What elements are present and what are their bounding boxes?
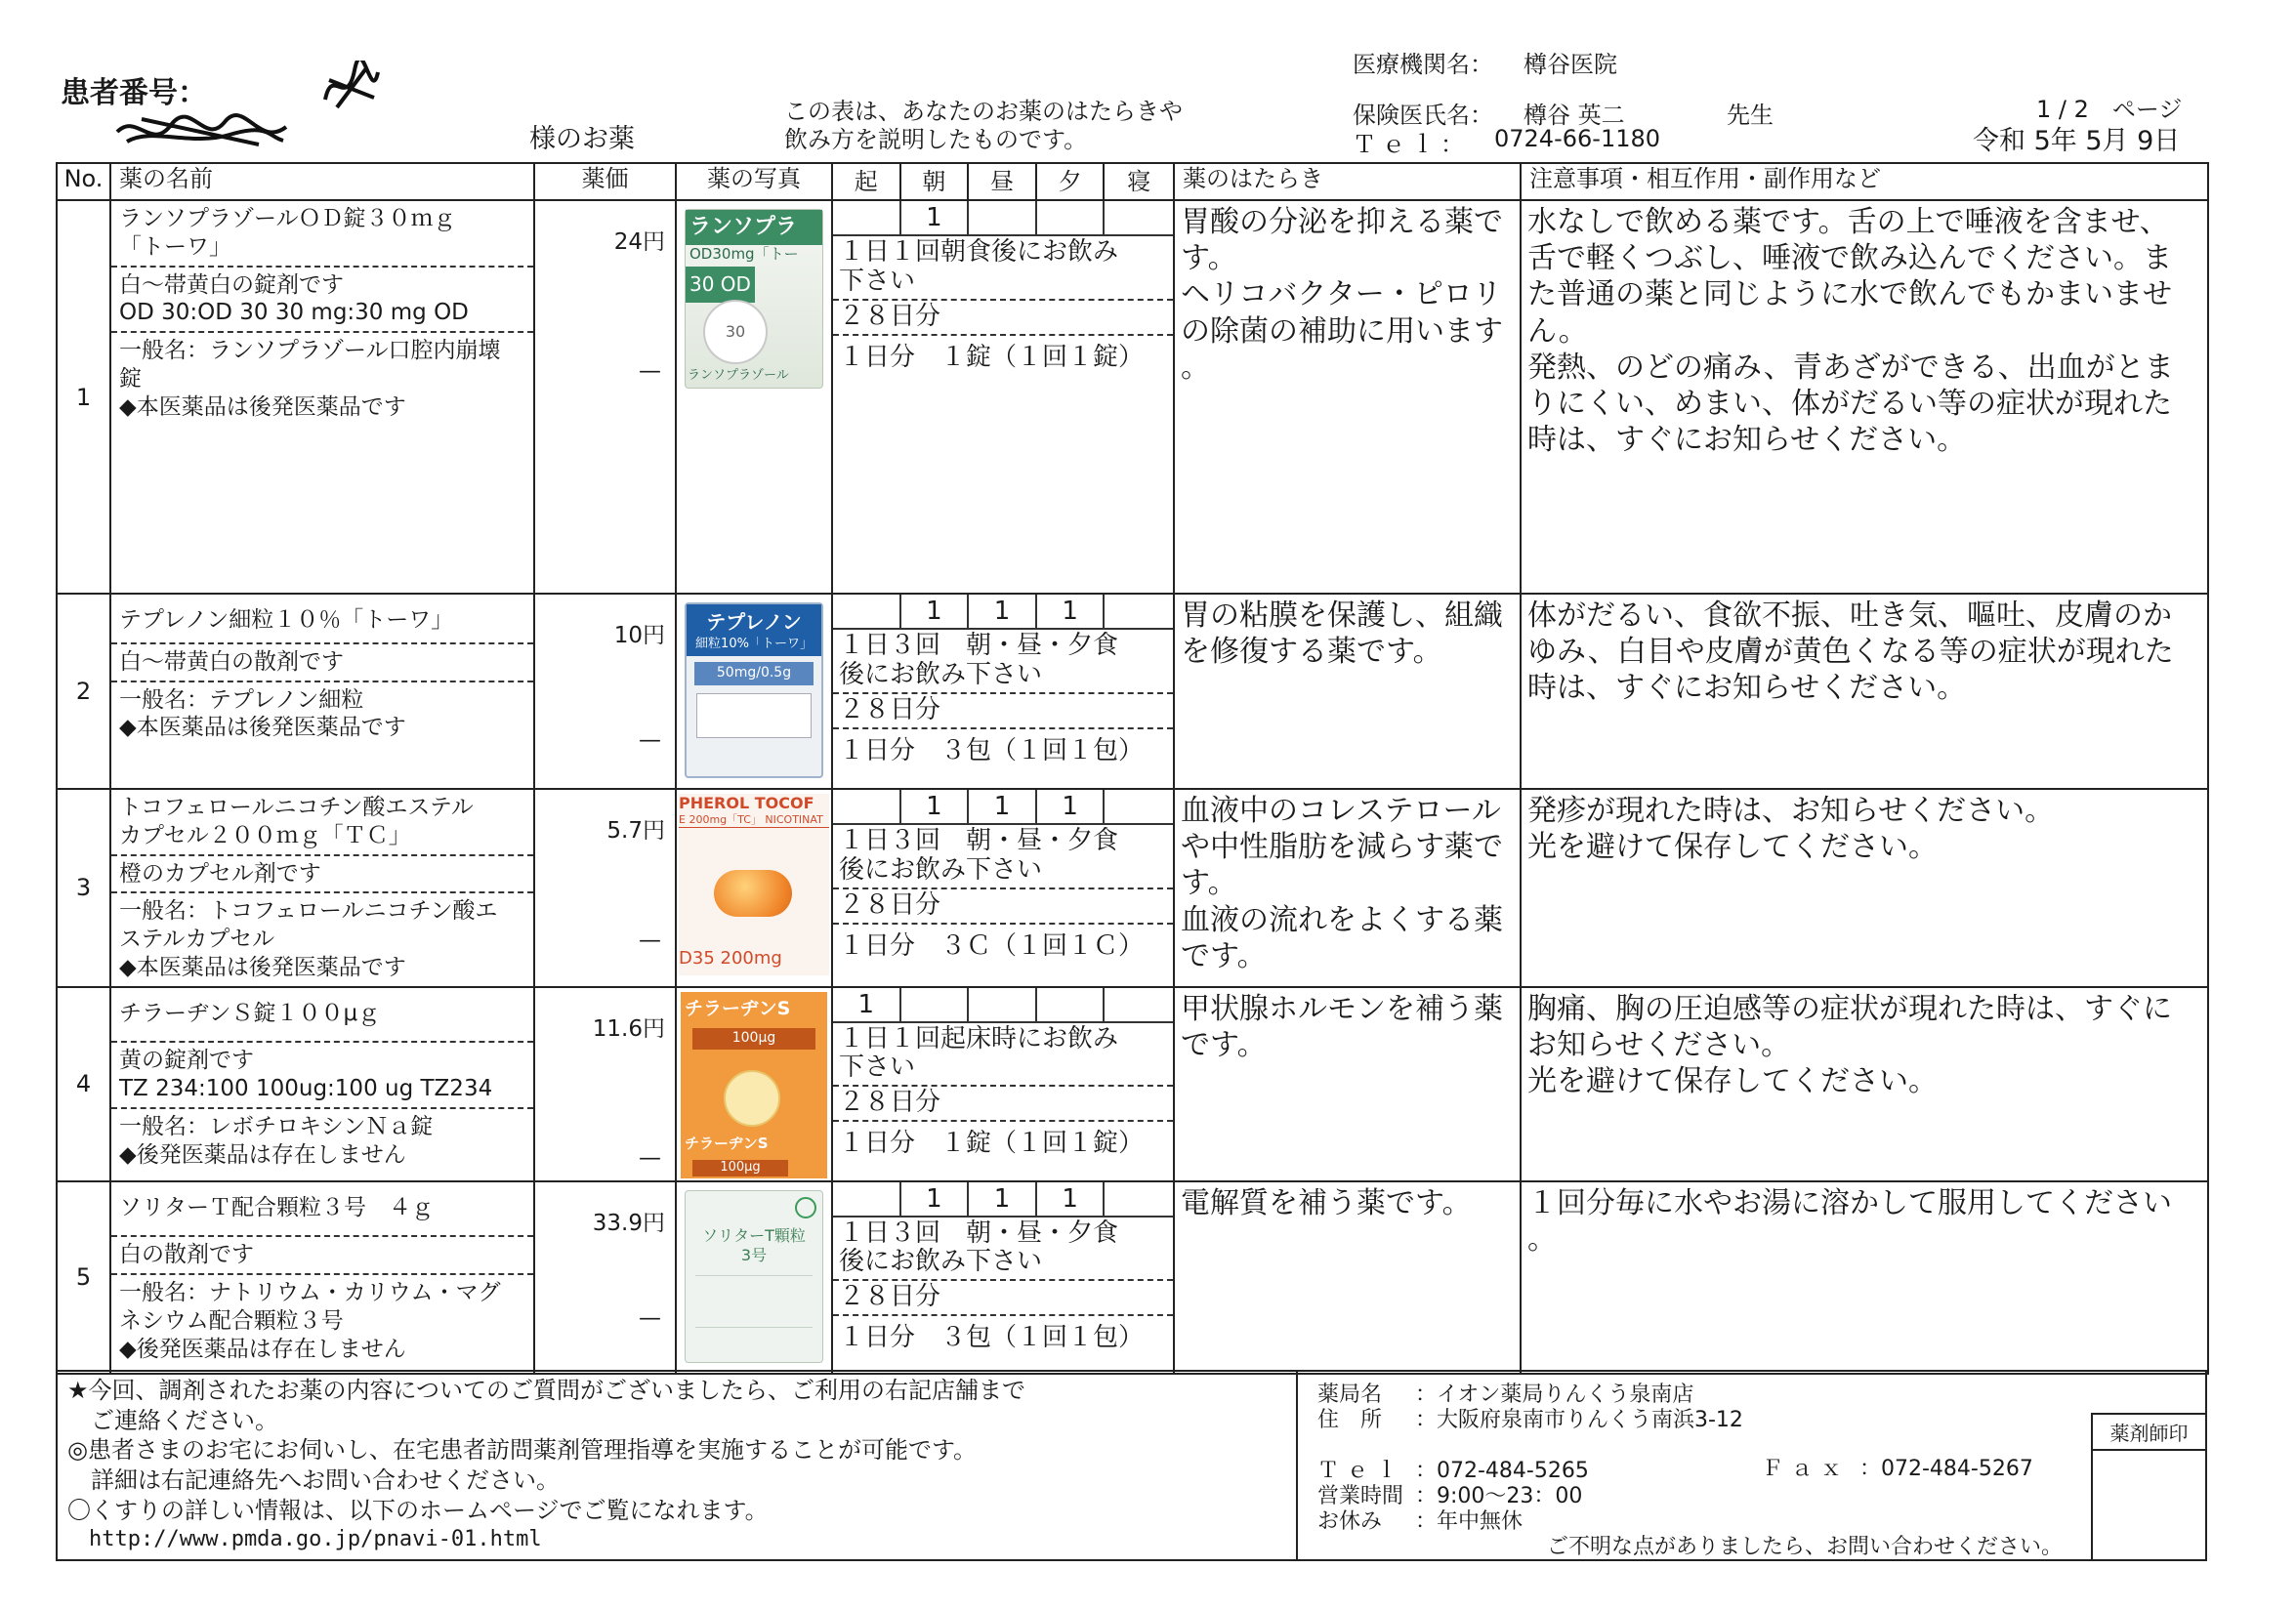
pharmacy-label: 薬局名 bbox=[1317, 1383, 1383, 1407]
row-number: 2 bbox=[57, 594, 110, 789]
notes-cell bbox=[1521, 789, 2208, 987]
action-cell bbox=[1174, 789, 1521, 987]
pharmacy-name: ：イオン薬局りんくう泉南店 bbox=[1415, 1383, 1694, 1407]
drug-name-cell bbox=[110, 789, 534, 987]
table-row bbox=[57, 789, 2208, 987]
drug-action: 胃酸の分泌を抑える薬で す。 ヘリコバクター・ピロリ の除菌の補助に用います 。 bbox=[1181, 205, 1503, 385]
drug-appearance: 橙のカプセル剤です bbox=[111, 856, 533, 894]
package-logo-icon bbox=[795, 1197, 816, 1218]
daily-amount: １日分 ３包（１回１包） bbox=[839, 735, 1145, 765]
dose-grid: 1 bbox=[833, 988, 1173, 1023]
redacted-scribble-icon bbox=[317, 61, 386, 119]
drug-price: 24円 bbox=[613, 229, 665, 255]
photo-cell bbox=[676, 1181, 832, 1374]
days-supply: ２８日分 bbox=[833, 1281, 1173, 1316]
footer-line: ★今回、調剤されたお薬の内容についてのご質問がございましたら、ご利用の右記店舗まで bbox=[67, 1377, 1026, 1404]
drug-name: トコフェロールニコチン酸エステル カプセル２００ｍｇ「ＴＣ」 bbox=[111, 790, 533, 856]
drug-generic: 一般名：テプレノン細粒 ◆本医薬品は後発医薬品です bbox=[119, 686, 406, 741]
institution-tel: 0724-66-1180 bbox=[1494, 125, 1661, 152]
dosage-cell bbox=[832, 987, 1174, 1181]
drug-name: ランソプラゾールＯＤ錠３０ｍｇ 「トーワ」 bbox=[111, 201, 533, 268]
daily-amount: １日分 １錠（１回１錠） bbox=[839, 1129, 1145, 1159]
drug-name-cell bbox=[110, 987, 534, 1181]
contact-note: ご不明な点がありましたら、お問い合わせください。 bbox=[1547, 1535, 2064, 1559]
footer bbox=[56, 1370, 2207, 1561]
drug-price: 33.9円 bbox=[592, 1210, 665, 1236]
drug-appearance: 白～帯黄白の錠剤です OD 30:OD 30 30 mg:30 mg OD bbox=[111, 268, 533, 334]
pharmacy-tel: ：072-484-5265 bbox=[1415, 1459, 1589, 1483]
pharmacy-address: ：大阪府泉南市りんくう南浜3-12 bbox=[1415, 1408, 1743, 1432]
drug-photo: PHEROL TOCOF E 200mg「TC」 NICOTINAT D35 200mg bbox=[677, 790, 831, 981]
drug-notes: 体がだるい、食欲不振、吐き気、嘔吐、皮膚のか ゆみ、白目や皮膚が黄色くなる等の症状が現れた 時は、すぐにお知らせください。 bbox=[1527, 599, 2174, 706]
table-row bbox=[57, 1181, 2208, 1374]
drug-notes: 発疹が現れた時は、お知らせください。 光を避けて保存してください。 bbox=[1527, 794, 2055, 865]
days-supply: ２８日分 bbox=[833, 889, 1173, 925]
drug-notes: １回分毎に水やお湯に溶かして服用してください 。 bbox=[1527, 1185, 2172, 1257]
generic-price: — bbox=[639, 358, 661, 384]
drug-appearance: 白～帯黄白の散剤です bbox=[111, 644, 533, 682]
drug-price: 10円 bbox=[613, 623, 665, 648]
footer-notice bbox=[58, 1372, 1298, 1559]
photo-cell bbox=[676, 987, 832, 1181]
tel-label: Ｔｅｌ： bbox=[1353, 131, 1470, 158]
doctor-label: 保険医氏名： bbox=[1353, 102, 1493, 129]
drug-name-cell bbox=[110, 200, 534, 594]
drug-name: チラーヂンＳ錠１００μｇ bbox=[111, 988, 533, 1044]
row-number: 4 bbox=[57, 987, 110, 1181]
photo-cell bbox=[676, 789, 832, 987]
notes-cell bbox=[1521, 987, 2208, 1181]
header-asa: 朝 bbox=[901, 164, 970, 199]
table-row bbox=[57, 200, 2208, 594]
footer-line: ◎患者さまのお宅にお伺いし、在宅患者訪問薬剤管理指導を実施することが可能です。 bbox=[67, 1436, 978, 1465]
notes-cell bbox=[1521, 1181, 2208, 1374]
daily-amount: １日分 ３Ｃ（１回１Ｃ） bbox=[839, 930, 1145, 961]
price-cell bbox=[534, 789, 676, 987]
address-label: 住 所 bbox=[1317, 1408, 1383, 1432]
pharmacy-info bbox=[1303, 1372, 2205, 1559]
dosage-cell bbox=[832, 1181, 1174, 1374]
daily-amount: １日分 ３包（１回１包） bbox=[839, 1323, 1145, 1353]
stamp-label: 薬剤師印 bbox=[2093, 1415, 2205, 1451]
page-indicator: 1 / 2 ページ bbox=[2036, 96, 2183, 123]
header-okiru: 起 bbox=[833, 164, 901, 199]
header-hiru: 昼 bbox=[969, 164, 1037, 199]
sama-label: 様のお薬 bbox=[529, 124, 635, 154]
drug-name-cell bbox=[110, 594, 534, 789]
tablet-image: 30 bbox=[703, 300, 768, 364]
drug-photo: ソリターT顆粒 3号 bbox=[677, 1182, 831, 1371]
header-yu: 夕 bbox=[1037, 164, 1106, 199]
dose-grid: 1 1 1 bbox=[833, 1182, 1173, 1218]
generic-price: — bbox=[639, 1304, 661, 1331]
drug-action: 胃の粘膜を保護し、組織 を修復する薬です。 bbox=[1181, 599, 1503, 670]
drug-price: 5.7円 bbox=[606, 818, 665, 844]
table-row bbox=[57, 594, 2208, 789]
drug-generic: 一般名：トコフェロールニコチン酸エ ステルカプセル ◆本医薬品は後発医薬品です bbox=[119, 898, 498, 980]
action-cell bbox=[1174, 594, 1521, 789]
notes-cell bbox=[1521, 594, 2208, 789]
notes-cell bbox=[1521, 200, 2208, 594]
drug-action: 電解質を補う薬です。 bbox=[1181, 1185, 1472, 1220]
row-number: 1 bbox=[57, 200, 110, 594]
usage-instruction: １日３回 朝・昼・夕食 後にお飲み下さい bbox=[833, 825, 1173, 889]
doctor-name: 樽谷 英二 bbox=[1524, 102, 1625, 129]
header-shin: 寝 bbox=[1127, 168, 1151, 195]
dosage-cell bbox=[832, 789, 1174, 987]
drug-price: 11.6円 bbox=[592, 1015, 665, 1042]
drug-appearance: 黄の錠剤です TZ 234:100 100ug:100 ug TZ234 bbox=[111, 1043, 533, 1109]
institution-name: 樽谷医院 bbox=[1524, 51, 1617, 78]
row-number: 3 bbox=[57, 789, 110, 987]
header-notes: 注意事項・相互作用・副作用など bbox=[1521, 163, 2208, 200]
header-action: 薬のはたらき bbox=[1174, 163, 1521, 200]
days-supply: ２８日分 bbox=[833, 1087, 1173, 1122]
drug-appearance: 白の散剤です bbox=[111, 1237, 533, 1275]
dose-grid: 1 1 1 bbox=[833, 595, 1173, 630]
action-cell bbox=[1174, 987, 1521, 1181]
drug-name: ソリターＴ配合顆粒３号 ４ｇ bbox=[111, 1182, 533, 1238]
pmda-link[interactable]: http://www.pmda.go.jp/pnavi-01.html bbox=[67, 1526, 542, 1551]
drug-name: テプレノン細粒１０％「トーワ」 bbox=[111, 595, 533, 644]
issue-date: 令和 5年 5月 9日 bbox=[1973, 126, 2181, 156]
dose-grid: 1 1 1 bbox=[833, 790, 1173, 825]
drug-name-cell bbox=[110, 1181, 534, 1374]
holiday-label: お休み bbox=[1317, 1509, 1383, 1534]
generic-price: — bbox=[639, 928, 661, 953]
header-photo: 薬の写真 bbox=[676, 163, 832, 200]
tablet-image bbox=[724, 1070, 780, 1127]
days-supply: ２８日分 bbox=[833, 301, 1173, 336]
footer-line: ご連絡ください。 bbox=[67, 1406, 278, 1434]
price-cell bbox=[534, 987, 676, 1181]
drug-generic: 一般名：レボチロキシンＮａ錠 ◆後発医薬品は存在しません bbox=[119, 1113, 434, 1168]
drug-notes: 水なしで飲める薬です。舌の上で唾液を含ませ、 舌で軽くつぶし、唾液で飲み込んでください。ま た普通の薬と同じように水で飲んでもかまいませ ん。 発熱、のどの痛み、青あざができる、出血がとま りにくい、めまい、体がだるい等の症状が現れた 時は、すぐにお知らせください。 bbox=[1527, 205, 2174, 458]
table-row bbox=[57, 987, 2208, 1181]
hours-label: 営業時間 bbox=[1317, 1484, 1404, 1508]
business-hours: ：9:00～23：00 bbox=[1415, 1484, 1583, 1508]
price-cell bbox=[534, 594, 676, 789]
redacted-name-scribble-icon bbox=[112, 107, 293, 154]
dosage-cell bbox=[832, 594, 1174, 789]
generic-price: — bbox=[639, 727, 661, 753]
drug-generic: 一般名：ナトリウム・カリウム・マグ ネシウム配合顆粒３号 ◆後発医薬品は存在しません bbox=[119, 1280, 501, 1362]
doctor-suffix: 先生 bbox=[1727, 102, 1774, 129]
photo-cell bbox=[676, 594, 832, 789]
capsule-image bbox=[714, 870, 792, 917]
description: この表は、あなたのお薬のはたらきや 飲み方を説明したものです。 bbox=[784, 98, 1183, 153]
action-cell bbox=[1174, 1181, 1521, 1374]
holiday: ：年中無休 bbox=[1415, 1509, 1524, 1534]
pharmacist-stamp-box bbox=[2091, 1413, 2205, 1559]
institution-label: 医療機関名： bbox=[1353, 51, 1493, 78]
header-name: 薬の名前 bbox=[110, 163, 534, 200]
drug-notes: 胸痛、胸の圧迫感等の症状が現れた時は、すぐに お知らせください。 光を避けて保存してください。 bbox=[1527, 991, 2172, 1098]
drug-photo: テプレノン 細粒10%「トーワ」 50mg/0.5g bbox=[677, 595, 831, 786]
drug-action: 甲状腺ホルモンを補う薬 です。 bbox=[1181, 991, 1503, 1062]
dose-grid: 1 bbox=[833, 201, 1173, 236]
table-header-row bbox=[57, 163, 2208, 200]
price-cell bbox=[534, 200, 676, 594]
footer-line: 〇くすりの詳しい情報は、以下のホームページでご覧になれます。 bbox=[67, 1496, 769, 1524]
action-cell bbox=[1174, 200, 1521, 594]
row-number: 5 bbox=[57, 1181, 110, 1374]
price-cell bbox=[534, 1181, 676, 1374]
medication-table bbox=[56, 162, 2209, 1375]
generic-price: — bbox=[639, 1144, 661, 1171]
pharmacy-tel-label: Ｔｅｌ bbox=[1317, 1459, 1406, 1483]
drug-generic: 一般名：ランソプラゾール口腔内崩壊 錠 ◆本医薬品は後発医薬品です bbox=[119, 338, 501, 420]
patient-number-label: 患者番号： bbox=[61, 76, 207, 110]
pharmacy-fax: ：072-484-5267 bbox=[1859, 1457, 2033, 1481]
pharmacy-fax-label: Ｆａｘ bbox=[1762, 1457, 1851, 1481]
usage-instruction: １日１回朝食後にお飲み 下さい bbox=[833, 236, 1173, 301]
days-supply: ２８日分 bbox=[833, 694, 1173, 729]
dosage-cell bbox=[832, 200, 1174, 594]
usage-instruction: １日３回 朝・昼・夕食 後にお飲み下さい bbox=[833, 630, 1173, 694]
usage-instruction: １日３回 朝・昼・夕食 後にお飲み下さい bbox=[833, 1218, 1173, 1282]
usage-instruction: １日１回起床時にお飲み 下さい bbox=[833, 1023, 1173, 1088]
header-no: No. bbox=[57, 163, 110, 200]
drug-photo: チラーヂンS 100μg チラーヂンS 100μg bbox=[677, 988, 831, 1178]
photo-cell bbox=[676, 200, 832, 594]
header-price: 薬価 bbox=[534, 163, 676, 200]
footer-line: 詳細は右記連絡先へお問い合わせください。 bbox=[67, 1466, 560, 1495]
drug-action: 血液中のコレステロール や中性脂肪を減らす薬で す。 血液の流れをよくする薬 です。 bbox=[1181, 794, 1503, 973]
header-dose-times bbox=[832, 163, 1174, 200]
drug-photo: ランソプラ OD30mg「トー 30 OD 30 ランソプラゾール bbox=[677, 201, 831, 396]
daily-amount: １日分 １錠（１回１錠） bbox=[839, 342, 1145, 372]
